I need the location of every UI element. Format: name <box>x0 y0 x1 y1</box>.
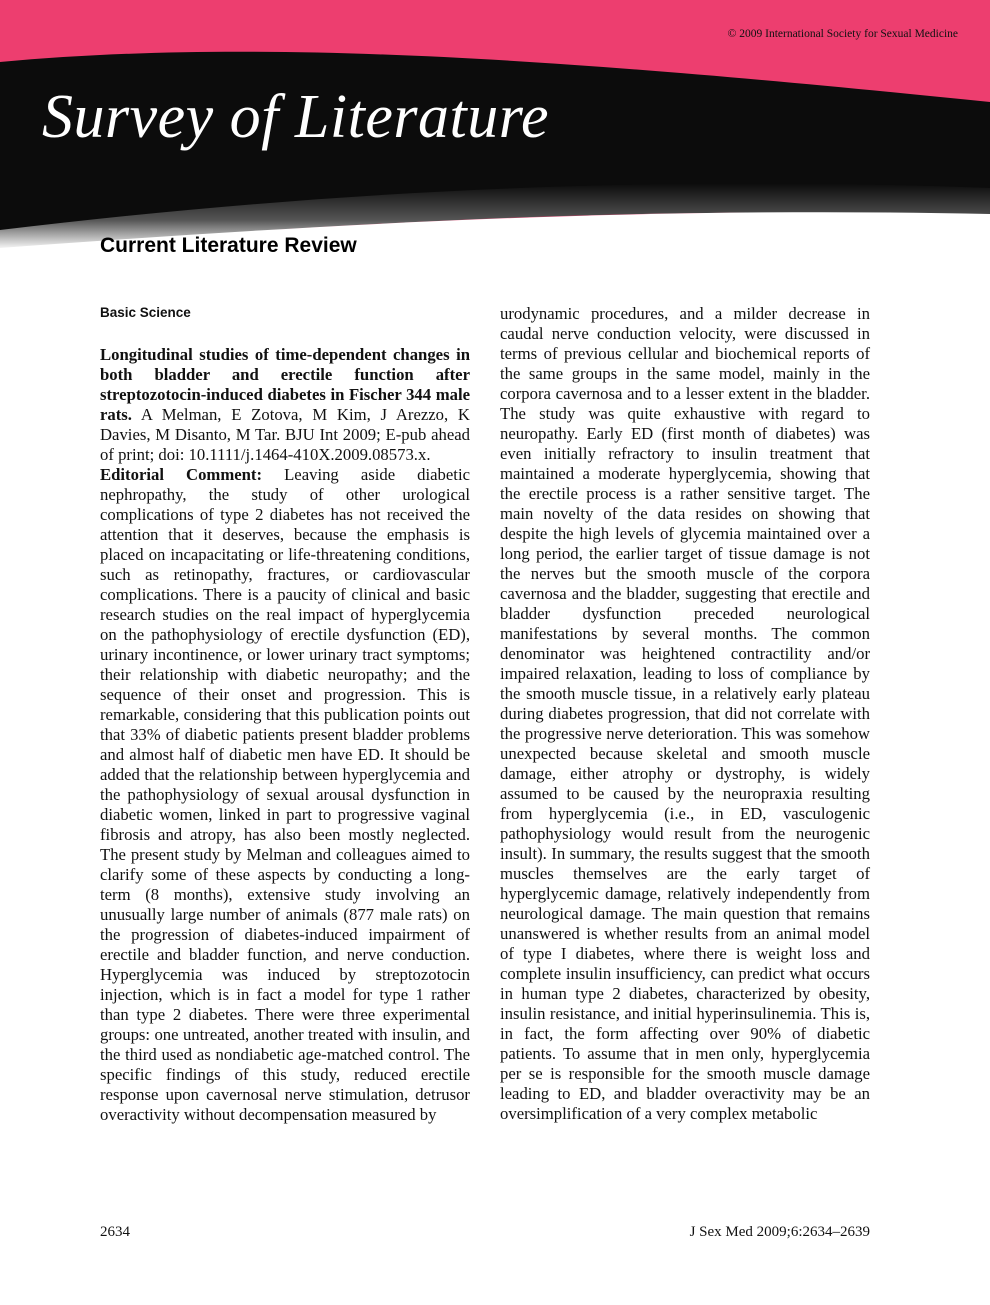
subsection-heading: Basic Science <box>100 305 191 320</box>
article-citation: A Melman, E Zotova, M Kim, J Arezzo, K Davies, M Disanto, M Tar. BJU Int 2009; E-pub ahead of print; doi: 10.1111/j.1464-410X.2009.08573.x. <box>100 405 470 464</box>
copyright-notice: © 2009 International Society for Sexual Medicine <box>727 28 958 40</box>
page-number: 2634 <box>100 1224 130 1240</box>
article-title: Longitudinal studies of time-dependent changes in both bladder and erectile function after streptozotocin-induced diabetes in Fischer 344 male rats. <box>100 345 470 424</box>
section-title: Current Literature Review <box>100 234 357 257</box>
editorial-comment-text-right: urodynamic procedures, and a milder decrease in caudal nerve conduction velocity, were discussed in terms of previous cellular and biochemical reports of the same groups in the same model, mainly in the corpora cavernosa and to a lesser extent in the bladder. The study was quite exhaustive with regard to neuropathy. Early ED (first month of diabetes) was even initially refractory to insulin treatment that maintained a moderate hyperglycemia, showing that the erectile process is a rather sensitive target. The main novelty of the data resides on showing that despite the high levels of glycemia maintained over a long period, the earlier target of tissue damage is not the nerves but the smooth muscle of the corpora cavernosa and the bladder, suggesting that erectile and bladder dysfunction preceded neurological manifestations by several months. The common denominator was heightened contractility and/or impaired relaxation, leading to loss of compliance by the smooth muscle tissue, in a relatively early plateau during diabetes progression, that did not correlate with the progressive nerve deterioration. This was somehow unexpected because skeletal and smooth muscle damage, either atrophy or dystrophy, is widely assumed to be caused by the neuropraxia resulting from hyperglycemia (i.e., in ED, vasculogenic pathophysiology would result from the neurogenic insult). In summary, the results suggest that the smooth muscles themselves are the early target of hyperglycemic damage, relatively independently from neurological damage. The main question that remains unanswered is whether results from an animal model of type I diabetes, where there is weight loss and complete insulin insufficiency, can predict what occurs in human type 2 diabetes, characterized by obesity, insulin resistance, and initial hyperinsulinemia. This is, in fact, the form affecting over 90% of diabetic patients. To assume that in men only, hyperglycemia per se is responsible for the smooth muscle damage leading to ED, and bladder overactivity may be an oversimplification of a very complex metabolic <box>500 304 870 1123</box>
journal-reference: J Sex Med 2009;6:2634–2639 <box>689 1224 870 1240</box>
editorial-comment-label: Editorial Comment: <box>100 465 263 484</box>
editorial-comment <box>100 465 470 1125</box>
article-entry <box>100 345 470 465</box>
journal-section-title: Survey of Literature <box>42 83 550 151</box>
column-left <box>100 303 470 1125</box>
column-right <box>500 304 870 1124</box>
editorial-comment-text-left: Leaving aside diabetic nephropathy, the study of other urological complications of type 2 diabetes has not received the attention that it deserves, because the emphasis is placed on incapacitating or life-threatening conditions, such as retinopathy, fractures, or cardiovascular complications. There is a paucity of clinical and basic research studies on the real impact of hyperglycemia on the pathophysiology of erectile dysfunction (ED), urinary incontinence, or lower urinary tract symptoms; their relationship with diabetic neuropathy; and the sequence of their onset and progression. This is remarkable, considering that this publication points out that 33% of diabetic patients present bladder problems and almost half of diabetic men have ED. It should be added that the relationship between hyperglycemia and the pathophysiology of sexual arousal dysfunction in diabetic women, linked in part to progressive vaginal fibrosis and atropy, has also been mostly neglected. The present study by Melman and colleagues aimed to clarify some of these aspects by conducting a long-term (8 months), extensive study involving an unusually large number of animals (877 male rats) on the progression of diabetes-induced impairment of erectile and bladder function, and nerve conduction. Hyperglycemia was induced by streptozotocin injection, which is in fact a model for type 1 rather than type 2 diabetes. There were three experimental groups: one untreated, another treated with insulin, and the third used as nondiabetic age-matched control. The specific findings of this study, reduced erectile response upon cavernosal nerve stimulation, detrusor overactivity without decompensation measured by <box>100 465 470 1124</box>
